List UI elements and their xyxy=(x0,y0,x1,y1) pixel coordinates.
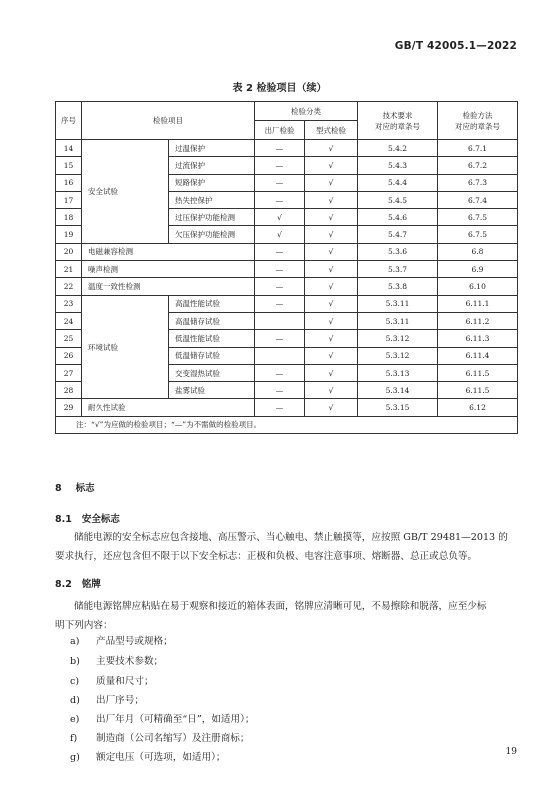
header-method: 检验方法 对应的章条号 xyxy=(438,102,518,140)
table-row: 19 欠压保护功能检测 √ √ 5.4.7 6.7.5 xyxy=(56,226,518,243)
group-safety: 安全试验 xyxy=(82,140,169,244)
header-tech-req: 技术要求 对应的章条号 xyxy=(358,102,438,140)
table-row: 25 低温性能试验 — √ 5.3.12 6.11.3 xyxy=(56,330,518,347)
table-row: 21 噪声检测 — √ 5.3.7 6.9 xyxy=(56,261,518,278)
header-category: 检验分类 xyxy=(255,102,358,121)
list-item: a) 产品型号或规格； xyxy=(70,636,173,647)
list-item: d) 出厂序号； xyxy=(70,695,144,706)
section-8-1-body: 储能电源的安全标志应包含接地、高压警示、当心触电、禁止触摸等，应按照 GB/T 29481—2013 的 要求执行，还应包含但不限于以下安全标志：正极和负极、电容注意事项、熔断器、总正或总负等。 xyxy=(55,532,508,562)
header-type: 型式检验 xyxy=(305,121,358,140)
table-row: 17 热失控保护 — √ 5.4.5 6.7.4 xyxy=(56,191,518,208)
table-row: 22 温度一致性检测 — √ 5.3.8 6.10 xyxy=(56,278,518,295)
section-8-2-heading: 8.2 铭牌 xyxy=(55,579,101,590)
table-row: 23 环境试验 高温性能试验 — √ 5.3.11 6.11.1 xyxy=(56,295,518,312)
table-row: 27 交变湿热试验 — √ 5.3.13 6.11.5 xyxy=(56,364,518,381)
table-row: 18 过压保护功能检测 √ √ 5.4.6 6.7.5 xyxy=(56,209,518,226)
table-row: 14 安全试验 过温保护 — √ 5.4.2 6.7.1 xyxy=(56,140,518,157)
table-row: 26 低温储存试验 √ 5.3.12 6.11.4 xyxy=(56,347,518,364)
page-number: 19 xyxy=(505,747,517,757)
standard-number: GB/T 42005.1—2022 xyxy=(394,40,517,52)
header-item: 检验项目 xyxy=(82,102,255,140)
table-note: 注：“√”为应做的检验项目；“—”为不需做的检验项目。 xyxy=(56,416,518,433)
header-seq: 序号 xyxy=(56,102,82,140)
table-caption: 表 2 检验项目（续） xyxy=(232,83,327,94)
list-item: b) 主要技术参数； xyxy=(70,656,164,667)
table-row: 29 耐久性试验 — √ 5.3.15 6.12 xyxy=(56,399,518,416)
header-factory: 出厂检验 xyxy=(255,121,305,140)
list-item: f) 制造商（公司名缩写）及注册商标； xyxy=(70,733,250,744)
list-item: c) 质量和尺寸； xyxy=(70,676,154,687)
list-item: e) 出厂年月（可精确至“日”，如适用）； xyxy=(70,714,255,725)
table-row: 24 高温储存试验 √ 5.3.11 6.11.2 xyxy=(56,312,518,329)
list-item: g) 额定电压（可选项，如适用）； xyxy=(70,752,226,763)
table-row: 28 盐雾试验 — √ 5.3.14 6.11.5 xyxy=(56,382,518,399)
table-row: 20 电磁兼容检测 — √ 5.3.6 6.8 xyxy=(56,243,518,260)
inspection-table xyxy=(55,101,518,434)
table-note-row xyxy=(56,416,518,433)
group-env: 环境试验 xyxy=(82,295,169,399)
table-row: 15 过流保护 — √ 5.4.3 6.7.2 xyxy=(56,157,518,174)
section-8-heading: 8 标志 xyxy=(55,483,95,494)
section-8-1-heading: 8.1 安全标志 xyxy=(55,514,120,525)
table-row: 16 短路保护 — √ 5.4.4 6.7.3 xyxy=(56,174,518,191)
section-8-2-body: 储能电源铭牌应粘贴在易于观察和接近的箱体表面，铭牌应清晰可见，不易擦除和脱落，应至少标 明下列内容： xyxy=(55,601,487,631)
